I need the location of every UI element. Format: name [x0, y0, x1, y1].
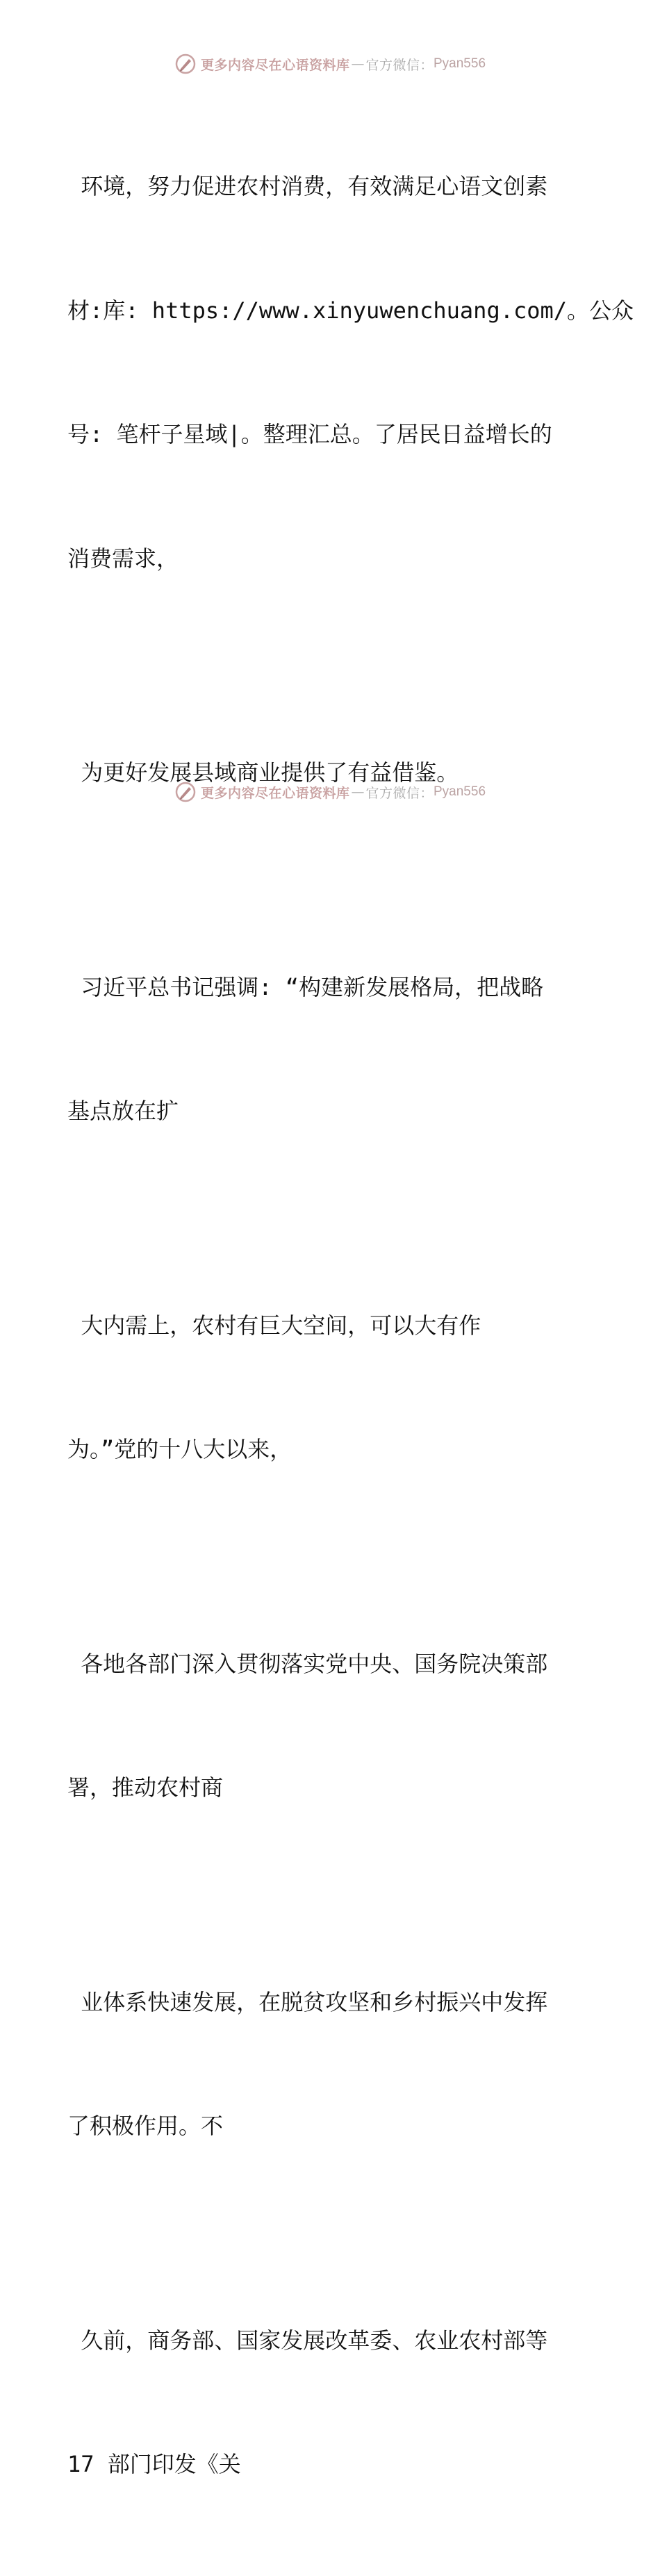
text-line: 消费需求，: [67, 545, 179, 572]
banner-wechat-id: Pyan556: [434, 56, 486, 71]
pen-logo-icon: [174, 53, 197, 75]
footer-watermark-banner: [0, 778, 660, 806]
banner-main-text: 更多内容尽在心语资料库: [200, 57, 350, 73]
text-line: 习近平总书记强调: “构建新发展格局，把战略: [67, 973, 544, 1000]
banner-main-text: 更多内容尽在心语资料库: [200, 785, 350, 801]
text-line: 基点放在扩: [67, 1098, 179, 1124]
text-line: 了积极作用。不: [67, 2113, 224, 2139]
text-line: 大内需上，农村有巨大空间，可以大有作: [67, 1312, 481, 1339]
text-line: 为。”党的十八大以来，: [67, 1436, 292, 1462]
banner-separator: —: [351, 784, 365, 800]
paragraph-2: [67, 670, 595, 877]
banner-sub-text: 官方微信：: [365, 785, 434, 801]
paragraph-6: [67, 1899, 595, 2230]
text-line: 为更好发展县域商业提供了有益借鉴。: [67, 759, 459, 786]
text-line: 各地各部门深入贯彻落实党中央、国务院决策部: [67, 1650, 548, 1677]
header-watermark-banner: [0, 50, 660, 78]
paragraph-4: [67, 1223, 595, 1553]
paragraph-5: [67, 1561, 595, 1892]
text-line: 材:库: https://www.xinyuwenchuang.com/。公众: [67, 297, 634, 324]
text-line: 环境，努力促进农村消费，有效满足心语文创素: [67, 173, 548, 199]
paragraph-3: [67, 884, 595, 1215]
document-body: [67, 83, 634, 2576]
paragraph-7: [67, 2238, 595, 2568]
paragraph-1: [67, 83, 634, 662]
pen-logo-icon: [174, 781, 197, 803]
banner-wechat-id: Pyan556: [434, 784, 486, 799]
text-line: 17 部门印发《关: [67, 2451, 241, 2477]
banner-sub-text: 官方微信：: [365, 57, 434, 73]
text-line: 业体系快速发展，在脱贫攻坚和乡村振兴中发挥: [67, 1988, 548, 2015]
text-line: 久前，商务部、国家发展改革委、农业农村部等: [67, 2327, 548, 2354]
text-line: 号: 笔杆子星域|。整理汇总。了居民日益增长的: [67, 421, 552, 447]
text-line: 署，推动农村商: [67, 1774, 224, 1801]
banner-separator: —: [351, 56, 365, 72]
